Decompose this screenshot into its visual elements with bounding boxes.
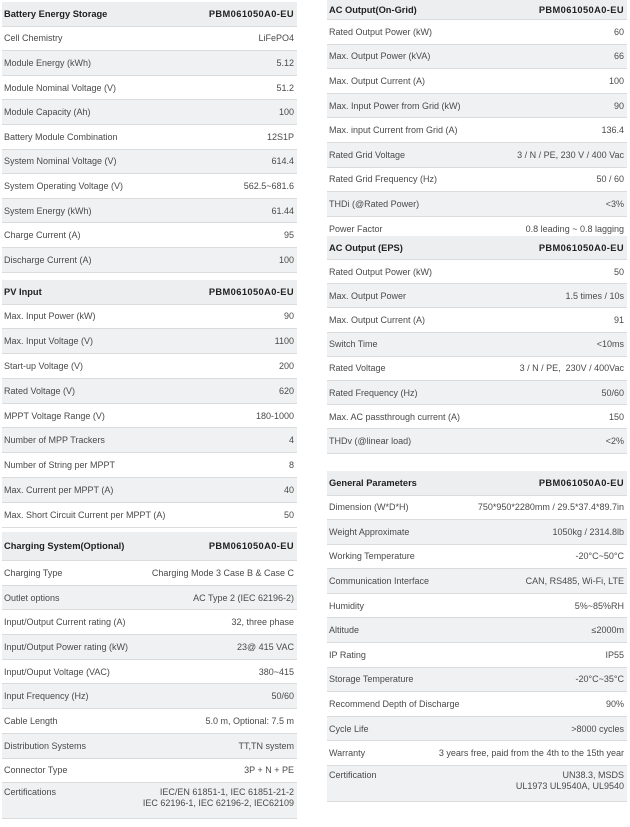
spec-label: Cable Length xyxy=(4,715,58,726)
spec-row xyxy=(2,759,297,784)
spec-value: 1.5 times / 10s xyxy=(565,290,624,301)
spec-label: Input/Output Current rating (A) xyxy=(4,617,126,628)
model-label: PBM061050A0-EU xyxy=(208,286,294,297)
spec-value: 150 xyxy=(608,411,624,422)
spec-label: Recommend Depth of Discharge xyxy=(329,699,460,710)
spec-row xyxy=(327,168,627,193)
spec-label: Module Capacity (Ah) xyxy=(4,107,91,118)
spec-row xyxy=(2,503,297,528)
spec-label: MPPT Voltage Range (V) xyxy=(4,410,105,421)
spec-label: Max. input Current from Grid (A) xyxy=(329,125,458,136)
spec-row xyxy=(2,354,297,379)
spec-label: Input/Ouput Voltage (VAC) xyxy=(4,666,110,677)
spec-label: Discharge Current (A) xyxy=(4,254,92,265)
spec-label: Max. Output Current (A) xyxy=(329,75,426,86)
spec-label: Max. Input Power (kW) xyxy=(4,311,96,322)
spec-value: 3 / N / PE, 230 V / 400 Vac xyxy=(517,149,624,160)
spec-value: 3 / N / PE, 230V / 400Vac xyxy=(519,363,624,374)
spec-value: 51.2 xyxy=(276,82,294,93)
spec-value: 380~415 xyxy=(258,666,294,677)
spec-value: 91 xyxy=(613,314,624,325)
spec-row xyxy=(2,125,297,150)
spec-value: AC Type 2 (IEC 62196-2) xyxy=(193,592,294,603)
spec-row xyxy=(327,429,627,453)
spec-value: IP55 xyxy=(605,649,624,660)
spec-value: 90 xyxy=(613,100,624,111)
spec-row xyxy=(327,20,627,45)
spec-label: System Operating Voltage (V) xyxy=(4,180,124,191)
spec-value: -20°C~35°C xyxy=(575,674,624,685)
section-ac-output-eps xyxy=(327,236,627,454)
spec-row xyxy=(2,684,297,709)
spec-label: Rated Output Power (kW) xyxy=(329,266,433,277)
spec-value: CAN, RS485, Wi-Fi, LTE xyxy=(525,576,624,587)
spec-value: UN38.3, MSDS UL1973 UL9540A, UL9540 xyxy=(515,770,624,792)
model-label: PBM061050A0-EU xyxy=(538,477,624,488)
spec-row xyxy=(2,453,297,478)
spec-value: 136.4 xyxy=(601,125,624,136)
spec-label: Certifications xyxy=(4,787,57,798)
spec-label: Rated Output Power (kW) xyxy=(329,26,433,37)
spec-value: 32, three phase xyxy=(231,617,294,628)
spec-row xyxy=(2,150,297,175)
spec-row xyxy=(327,741,627,766)
spec-label: THDi (@Rated Power) xyxy=(329,198,420,209)
section-header xyxy=(2,532,297,561)
spec-label: Max. Output Power (kVA) xyxy=(329,51,431,62)
spec-label: Working Temperature xyxy=(329,551,415,562)
spec-row xyxy=(2,428,297,453)
spec-row xyxy=(2,709,297,734)
spec-row xyxy=(327,594,627,619)
spec-label: Distribution Systems xyxy=(4,740,87,751)
section-title: General Parameters xyxy=(329,477,417,488)
spec-row xyxy=(327,260,627,284)
spec-label: Input/Output Power rating (kW) xyxy=(4,641,129,652)
spec-label: Rated Grid Voltage xyxy=(329,149,406,160)
spec-value: 1050kg / 2314.8lb xyxy=(552,526,624,537)
spec-value: Charging Mode 3 Case B & Case C xyxy=(151,567,294,578)
spec-value: 50/60 xyxy=(271,691,294,702)
spec-label: Humidity xyxy=(329,600,365,611)
spec-row xyxy=(2,478,297,503)
spec-value: 5.0 m, Optional: 7.5 m xyxy=(205,715,294,726)
spec-value: 90% xyxy=(605,699,624,710)
spec-value: 562.5~681.6 xyxy=(243,180,294,191)
spec-row xyxy=(2,379,297,404)
spec-row xyxy=(327,496,627,521)
spec-value: 50 / 60 xyxy=(596,174,624,185)
spec-value: 5%~85%RH xyxy=(574,600,624,611)
spec-label: Certification xyxy=(329,770,377,781)
spec-row xyxy=(327,192,627,217)
spec-row xyxy=(2,100,297,125)
section-header xyxy=(327,236,627,260)
spec-value: 620 xyxy=(278,385,294,396)
spec-label: Switch Time xyxy=(329,339,378,350)
spec-value: 50/60 xyxy=(601,387,624,398)
spec-row xyxy=(2,586,297,611)
spec-value: 66 xyxy=(613,51,624,62)
section-header xyxy=(2,280,297,305)
spec-value: TT,TN system xyxy=(238,740,294,751)
spec-value: 3P + N + PE xyxy=(244,765,294,776)
spec-label: Max. Output Power xyxy=(329,290,407,301)
spec-label: Power Factor xyxy=(329,223,383,234)
model-label: PBM061050A0-EU xyxy=(538,4,624,15)
section-ac-output-on-grid xyxy=(327,0,627,241)
spec-row xyxy=(2,734,297,759)
spec-label: Warranty xyxy=(329,748,366,759)
spec-value: 100 xyxy=(608,75,624,86)
spec-label: Max. Short Circuit Current per MPPT (A) xyxy=(4,509,166,520)
spec-label: Rated Voltage (V) xyxy=(4,385,76,396)
spec-row xyxy=(327,520,627,545)
spec-row xyxy=(327,284,627,308)
spec-row xyxy=(2,305,297,330)
spec-label: Weight Approximate xyxy=(329,526,410,537)
section-header xyxy=(327,471,627,496)
spec-row xyxy=(2,199,297,224)
spec-value: -20°C~50°C xyxy=(575,551,624,562)
spec-label: Input Frequency (Hz) xyxy=(4,691,89,702)
spec-value: <2% xyxy=(605,435,624,446)
spec-row xyxy=(327,643,627,668)
spec-value: >8000 cycles xyxy=(571,723,624,734)
spec-value: 200 xyxy=(278,360,294,371)
spec-label: Rated Voltage xyxy=(329,363,386,374)
spec-label: Connector Type xyxy=(4,765,68,776)
spec-label: Communication Interface xyxy=(329,576,430,587)
spec-value: 180-1000 xyxy=(255,410,294,421)
spec-row xyxy=(2,404,297,429)
spec-label: Max. Input Power from Grid (kW) xyxy=(329,100,461,111)
spec-value: 8 xyxy=(288,460,294,471)
section-title: AC Output(On-Grid) xyxy=(329,4,417,15)
spec-value: 95 xyxy=(283,230,294,241)
spec-value: IEC/EN 61851-1, IEC 61851-21-2 IEC 62196-1, IEC 62196-2, IEC62109 xyxy=(142,787,294,809)
spec-label: Outlet options xyxy=(4,592,60,603)
spec-row xyxy=(2,635,297,660)
spec-row xyxy=(327,692,627,717)
section-title: Charging System(Optional) xyxy=(4,541,125,551)
spec-value: 60 xyxy=(613,26,624,37)
spec-label: Dimension (W*D*H) xyxy=(329,502,409,513)
spec-row xyxy=(327,618,627,643)
section-battery-energy-storage xyxy=(2,2,297,273)
spec-value: 50 xyxy=(613,266,624,277)
spec-label: System Energy (kWh) xyxy=(4,205,92,216)
spec-label: Max. Output Current (A) xyxy=(329,314,426,325)
spec-row xyxy=(327,333,627,357)
spec-value: <10ms xyxy=(596,339,624,350)
spec-value: 1100 xyxy=(274,336,294,347)
spec-row xyxy=(2,248,297,273)
spec-label: Battery Module Combination xyxy=(4,131,118,142)
section-title: PV Input xyxy=(4,286,42,297)
spec-label: IP Rating xyxy=(329,649,366,660)
spec-value: <3% xyxy=(605,198,624,209)
spec-row xyxy=(327,405,627,429)
spec-row xyxy=(327,143,627,168)
spec-label: Start-up Voltage (V) xyxy=(4,360,84,371)
model-label: PBM061050A0-EU xyxy=(538,242,624,253)
spec-value: 0.8 leading ~ 0.8 lagging xyxy=(525,223,624,234)
spec-row xyxy=(2,329,297,354)
spec-row xyxy=(327,94,627,119)
section-title: AC Output (EPS) xyxy=(329,242,403,253)
spec-value: 12S1P xyxy=(266,131,294,142)
spec-label: System Nominal Voltage (V) xyxy=(4,156,117,167)
spec-value: 5.12 xyxy=(276,57,294,68)
spec-label: Module Energy (kWh) xyxy=(4,57,92,68)
spec-label: Rated Frequency (Hz) xyxy=(329,387,418,398)
spec-row xyxy=(327,357,627,381)
section-header xyxy=(2,2,297,27)
spec-value: 750*950*2280mm / 29.5*37.4*89.7in xyxy=(477,502,624,513)
spec-row xyxy=(2,76,297,101)
spec-row xyxy=(327,308,627,332)
section-general-parameters xyxy=(327,471,627,802)
spec-label: Max. Current per MPPT (A) xyxy=(4,484,114,495)
spec-label: Rated Grid Frequency (Hz) xyxy=(329,174,438,185)
spec-row xyxy=(327,545,627,570)
spec-row xyxy=(327,381,627,405)
model-label: PBM061050A0-EU xyxy=(208,541,294,551)
spec-row xyxy=(2,223,297,248)
spec-row xyxy=(2,660,297,685)
spec-row xyxy=(2,51,297,76)
spec-value: 3 years free, paid from the 4th to the 15th year xyxy=(438,748,624,759)
spec-row xyxy=(2,27,297,52)
spec-row xyxy=(2,783,297,819)
spec-label: Module Nominal Voltage (V) xyxy=(4,82,117,93)
spec-row xyxy=(327,668,627,693)
spec-label: Storage Temperature xyxy=(329,674,414,685)
spec-label: Number of MPP Trackers xyxy=(4,435,105,446)
spec-row xyxy=(327,69,627,94)
spec-value: 4 xyxy=(288,435,294,446)
spec-label: Altitude xyxy=(329,625,360,636)
spec-label: Max. AC passthrough current (A) xyxy=(329,411,461,422)
spec-value: 50 xyxy=(283,509,294,520)
spec-label: Cycle Life xyxy=(329,723,369,734)
spec-row xyxy=(327,118,627,143)
spec-value: 61.44 xyxy=(271,205,294,216)
section-pv-input xyxy=(2,280,297,528)
spec-row xyxy=(2,610,297,635)
spec-row xyxy=(2,561,297,586)
spec-row xyxy=(2,174,297,199)
spec-label: Charge Current (A) xyxy=(4,230,81,241)
spec-value: 90 xyxy=(283,311,294,322)
spec-label: Number of String per MPPT xyxy=(4,460,116,471)
section-charging-system-optional xyxy=(2,532,297,819)
spec-value: LiFePO4 xyxy=(258,33,294,44)
spec-label: Charging Type xyxy=(4,567,63,578)
spec-value: 100 xyxy=(278,254,294,265)
spec-label: Max. Input Voltage (V) xyxy=(4,336,94,347)
spec-value: ≤2000m xyxy=(591,625,624,636)
section-title: Battery Energy Storage xyxy=(4,8,108,19)
spec-row xyxy=(327,717,627,742)
spec-label: Cell Chemistry xyxy=(4,33,63,44)
spec-label: THDv (@linear load) xyxy=(329,435,412,446)
section-header xyxy=(327,0,627,20)
spec-row xyxy=(327,569,627,594)
model-label: PBM061050A0-EU xyxy=(208,8,294,19)
spec-value: 100 xyxy=(278,107,294,118)
spec-row xyxy=(327,45,627,70)
spec-value: 23@ 415 VAC xyxy=(236,641,294,652)
spec-row xyxy=(327,766,627,802)
spec-value: 614.4 xyxy=(271,156,294,167)
spec-value: 40 xyxy=(283,484,294,495)
